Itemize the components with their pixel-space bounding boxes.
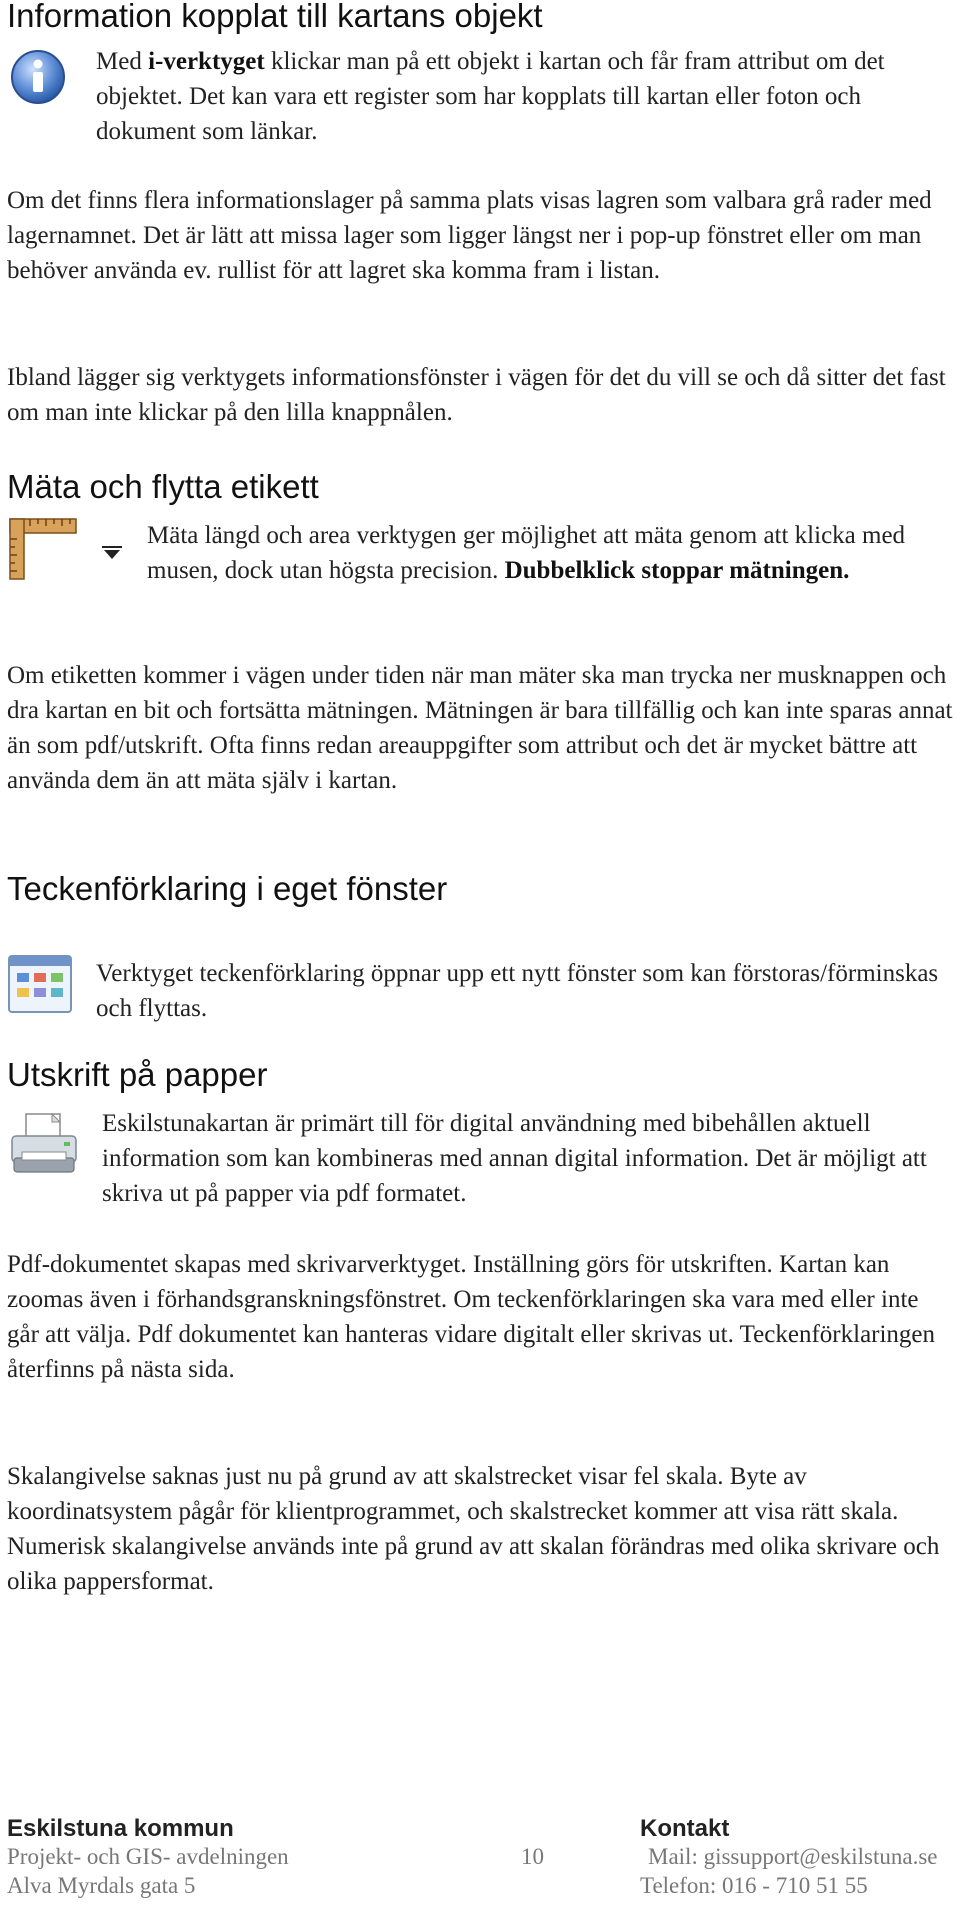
info-paragraph-2: Om det finns flera informationslager på samma plats visas lagren som valbara grå rader med lagernamnet. Det är lätt att missa lager som ligger längst ner i pop-up fönstret eller om man behöver använda ev. rullist för att lagret ska komma fram i listan.	[7, 187, 932, 284]
dropdown-arrow-icon[interactable]	[100, 546, 124, 560]
heading-measure: Mäta och flytta etikett	[7, 468, 319, 505]
info-paragraph-1: Med i-verktyget klickar man på ett objekt i kartan och får fram attribut om det objektet. Det kan vara ett register som har kopplats till kartan eller foton och dokument som länkar.	[96, 48, 885, 145]
double-click-note: Dubbelklick stoppar mätningen.	[504, 557, 850, 584]
footer-phone: Telefon: 016 - 710 51 55	[640, 1873, 868, 1898]
measure-paragraph-1: Mäta längd och area verktygen ger möjlighet att mäta genom att klicka med musen, dock utan högsta precision. Dubbelklick stoppar mätningen.	[147, 522, 906, 584]
footer-contact-title: Kontakt	[640, 1815, 730, 1842]
ruler-icon	[8, 517, 78, 581]
footer-address: Alva Myrdals gata 5	[7, 1873, 196, 1898]
print-paragraph-2: Pdf-dokumentet skapas med skrivarverktyget. Inställning görs för utskriften. Kartan kan zoomas även i förhandsgranskningsfönstret. Om teckenförklaringen ska vara med eller inte går att välja. Pdf dokumentet kan hanteras vidare digitalt eller skrivas ut. Teckenförklaringen återfinns på nästa sida.	[7, 1251, 936, 1383]
footer-department: Projekt- och GIS- avdelningen	[7, 1844, 289, 1869]
printer-icon	[8, 1112, 80, 1178]
info-paragraph-3: Ibland lägger sig verktygets informationsfönster i vägen för det du vill se och då sitter det fast om man inte klickar på den lilla knappnålen.	[7, 364, 946, 426]
legend-paragraph-1: Verktyget teckenförklaring öppnar upp ett nytt fönster som kan förstoras/förminskas och flyttas.	[96, 960, 939, 1022]
page-number: 10	[521, 1844, 544, 1869]
heading-information: Information kopplat till kartans objekt	[7, 0, 543, 34]
heading-print: Utskrift på papper	[7, 1056, 268, 1093]
print-paragraph-3: Skalangivelse saknas just nu på grund av att skalstrecket visar fel skala. Byte av koordinatsystem pågår för klientprogrammet, och skalstrecket kommer att visa rätt skala. Numerisk skalangivelse används inte på grund av att skalan förändras med olika skrivare och olika pappersformat.	[7, 1463, 940, 1595]
footer-organization: Eskilstuna kommun	[7, 1815, 234, 1842]
heading-legend: Teckenförklaring i eget fönster	[7, 870, 448, 907]
legend-icon	[8, 955, 72, 1013]
footer-mail: Mail: gissupport@eskilstuna.se	[648, 1844, 938, 1869]
measure-paragraph-2: Om etiketten kommer i vägen under tiden när man mäter ska man trycka ner musknappen och dra kartan en bit och fortsätta mätningen. Mätningen är bara tillfällig och kan inte sparas annat än som pdf/utskrift. Ofta finns redan areauppgifter som attribut och det är mycket bättre att använda dem än att mäta själv i kartan.	[7, 662, 953, 794]
print-paragraph-1: Eskilstunakartan är primärt till för digital användning med bibehållen aktuell information som kan kombineras med annan digital information. Det är möjligt att skriva ut på papper via pdf formatet.	[102, 1110, 927, 1207]
info-icon	[8, 47, 68, 107]
i-tool-name: i-verktyget	[148, 48, 265, 75]
